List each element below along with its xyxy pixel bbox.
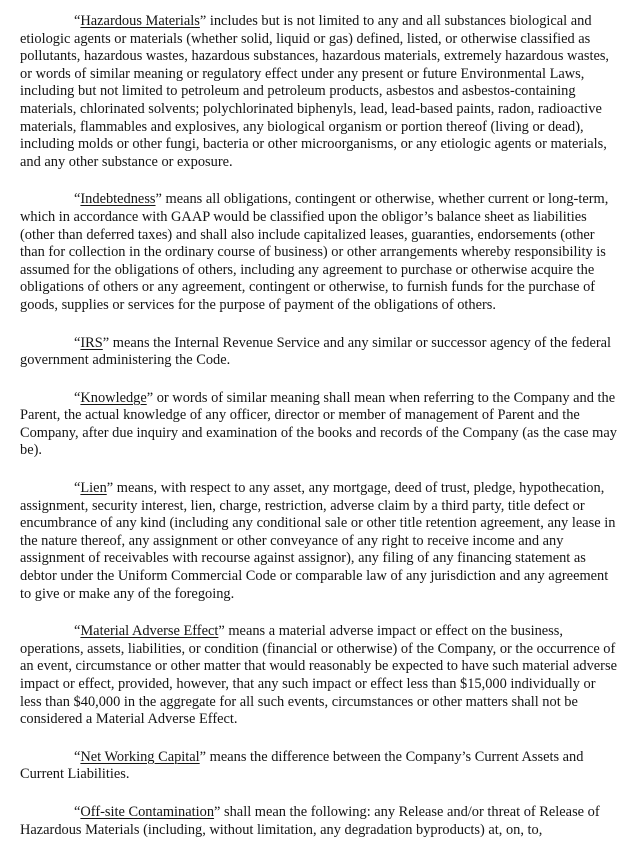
definition-text: ” shall mean the following: any Release and/or threat of Release of Hazardous Materials (including, without limitation, any degradation byproducts) at, on, to, xyxy=(20,803,600,838)
defined-term: Knowledge xyxy=(80,389,147,406)
definition-irs: “IRS” means the Internal Revenue Service and any similar or successor agency of the federal government administering the Code. xyxy=(20,334,612,369)
defined-term: Off-site Contamination xyxy=(80,803,215,820)
definition-text: ” or words of similar meaning shall mean when referring to the Company and the Parent, the actual knowledge of any officer, director or member of management of Parent and the Company, after due inquiry and examination of the books and records of the Company (as the case may be). xyxy=(20,389,617,459)
definition-net-working-capital: “Net Working Capital” means the difference between the Company’s Current Assets and Current Liabilities. xyxy=(20,748,584,783)
definition-lien: “Lien” means, with respect to any asset, any mortgage, deed of trust, pledge, hypothecation, assignment, security interest, lien, charge, restriction, adverse claim by a third party, title defect or encumbrance of any kind (including any conditional sale or other title retention agreement, any lease in the nature thereof, any assignment or other conveyance of any right to receive income and any assignment of receivables with recourse against assignor), any filing of any financing statement as debtor under the Uniform Commercial Code or comparable law of any jurisdiction and any agreement to give or make any of the foregoing. xyxy=(20,480,616,602)
definition-text: ” means the difference between the Company’s Current Assets and Current Liabilities. xyxy=(20,748,584,783)
defined-term: Material Adverse Effect xyxy=(80,623,219,640)
defined-term: Indebtedness xyxy=(80,191,156,208)
definition-hazardous-materials: “Hazardous Materials” includes but is not limited to any and all substances biological and etiologic agents or materials (whether solid, liquid or gas) defined, listed, or otherwise classified as pollutants, hazardous wastes, hazardous substances, hazardous materials, extremely hazardous wastes, or words of similar meaning or regulatory effect under any present or future Environmental Laws, including but not limited to petroleum and petroleum products, asbestos and asbestos-containing materials, chlorinated solvents; polychlorinated biphenyls, lead, lead-based paints, radon, radioactive materials, flammables and explosives, any biological organism or portion thereof (living or dead), including molds or other fungi, bacteria or other microorganisms, or any etiologic agents or materials, and any other substance or exposure. xyxy=(20,13,610,170)
definition-indebtedness: “Indebtedness” means all obligations, contingent or otherwise, whether current or long-term, which in accordance with GAAP would be classified upon the obligor’s balance sheet as liabilities (other than deferred taxes) and shall also include capitalized leases, guaranties, endorsements (other than for collection in the ordinary course of business) or other arrangements whereby responsibility is assumed for the obligations of others, including any agreement to purchase or otherwise acquire the obligations of others or any agreement, contingent or otherwise, to furnish funds for the purchase of goods, supplies or services for the purpose of payment of the obligations of others. xyxy=(20,191,609,313)
definition-text: ” means the Internal Revenue Service and any similar or successor agency of the federal government administering the Code. xyxy=(20,334,612,369)
definition-text: ” means all obligations, contingent or otherwise, whether current or long-term, which in accordance with GAAP would be classified upon the obligor’s balance sheet as liabilities (other than deferred taxes) and shall also include capitalized leases, guaranties, endorsements (other than for collection in the ordinary course of business) or other arrangements whereby responsibility is assumed for the obligations of others, including any agreement to purchase or otherwise acquire the obligations of others or any agreement, contingent or otherwise, to furnish funds for the purchase of goods, supplies or services for the purpose of payment of the obligations of others. xyxy=(20,191,609,313)
defined-term: IRS xyxy=(80,334,103,351)
definition-text: ” means a material adverse impact or effect on the business, operations, assets, liabilities, or condition (financial or otherwise) of the Company, or the occurrence of an event, circumstance or other matter that would reasonably be expected to have such material adverse impact or effect, provided, however, that any such impact or effect less than $15,000 individually or less than $40,000 in the aggregate for all such events, circumstances or other matters shall not be considered a Material Adverse Effect. xyxy=(20,623,617,728)
definition-material-adverse-effect: “Material Adverse Effect” means a material adverse impact or effect on the business, operations, assets, liabilities, or condition (financial or otherwise) of the Company, or the occurrence of an event, circumstance or other matter that would reasonably be expected to have such material adverse impact or effect, provided, however, that any such impact or effect less than $15,000 individually or less than $40,000 in the aggregate for all such events, circumstances or other matters shall not be considered a Material Adverse Effect. xyxy=(20,623,617,728)
defined-term: Hazardous Materials xyxy=(80,13,200,29)
defined-term: Lien xyxy=(80,480,107,497)
document-page xyxy=(20,13,620,859)
definition-text: ” includes but is not limited to any and all substances biological and etiologic agents or materials (whether solid, liquid or gas) defined, listed, or otherwise classified as pollutants, hazardous wastes, hazardous substances, hazardous materials, extremely hazardous wastes, or words of similar meaning or regulatory effect under any present or future Environmental Laws, including but not limited to petroleum and petroleum products, asbestos and asbestos-containing materials, chlorinated solvents; polychlorinated biphenyls, lead, lead-based paints, radon, radioactive materials, flammables and explosives, any biological organism or portion thereof (living or dead), including molds or other fungi, bacteria or other microorganisms, or any etiologic agents or materials, and any other substance or exposure. xyxy=(20,13,610,170)
definition-text: ” means, with respect to any asset, any mortgage, deed of trust, pledge, hypothecation, assignment, security interest, lien, charge, restriction, adverse claim by a third party, title defect or encumbrance of any kind (including any conditional sale or other title retention agreement, any lease in the nature thereof, any assignment or other conveyance of any right to receive income and any assignment of receivables with recourse against assignor), any filing of any financing statement as debtor under the Uniform Commercial Code or comparable law of any jurisdiction and any agreement to give or make any of the foregoing. xyxy=(20,480,616,602)
definition-off-site-contamination: “Off-site Contamination” shall mean the following: any Release and/or threat of Release of Hazardous Materials (including, without limitation, any degradation byproducts) at, on, to, xyxy=(20,803,600,838)
definition-knowledge: “Knowledge” or words of similar meaning shall mean when referring to the Company and the Parent, the actual knowledge of any officer, director or member of management of Parent and the Company, after due inquiry and examination of the books and records of the Company (as the case may be). xyxy=(20,389,617,459)
defined-term: Net Working Capital xyxy=(80,748,200,765)
